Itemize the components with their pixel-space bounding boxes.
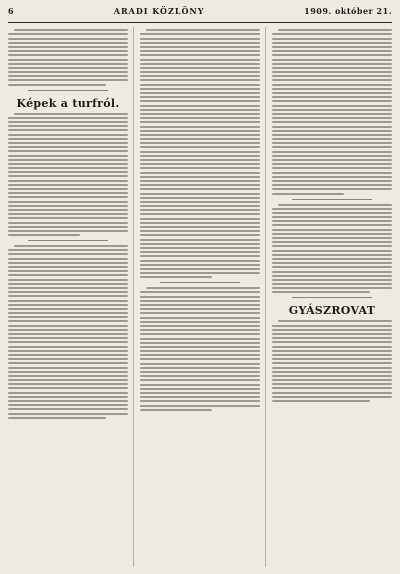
text-line: [272, 241, 392, 243]
text-line: [140, 264, 260, 266]
text-line: [272, 88, 392, 90]
text-line: [272, 59, 392, 61]
text-line: [140, 308, 260, 310]
text-line: [140, 317, 260, 319]
text-line: [140, 255, 260, 257]
text-line: [272, 38, 392, 40]
text-line: [8, 350, 128, 352]
text-line: [272, 109, 392, 111]
text-line: [272, 138, 392, 140]
page-number: 6: [8, 6, 15, 16]
text-line: [146, 287, 260, 289]
text-line: [272, 254, 392, 256]
turf-section-heading: Képek a turfról.: [16, 96, 120, 110]
text-line: [8, 320, 128, 322]
text-line: [8, 274, 128, 276]
text-line: [272, 258, 392, 260]
text-line: [140, 130, 260, 132]
text-line: [272, 291, 370, 293]
text-line: [8, 167, 128, 169]
text-line: [140, 375, 260, 377]
text-line: [272, 75, 392, 77]
text-line: [8, 354, 128, 356]
columns: [8, 27, 392, 567]
text-line: [8, 46, 128, 48]
text-line: [140, 79, 260, 81]
text-line: [272, 216, 392, 218]
text-line: [272, 275, 392, 277]
text-line: [272, 329, 392, 331]
text-line: [272, 350, 392, 352]
text-line: [8, 387, 128, 389]
text-line: [272, 63, 392, 65]
section-divider: [28, 90, 108, 91]
text-line: [272, 383, 392, 385]
text-line: [272, 266, 392, 268]
text-line: [140, 304, 260, 306]
text-line: [8, 392, 128, 394]
text-line: [272, 71, 392, 73]
text-line: [8, 283, 128, 285]
text-line: [140, 300, 260, 302]
text-line: [140, 138, 260, 140]
text-line: [8, 79, 128, 81]
text-line: [278, 320, 392, 322]
text-line: [8, 316, 128, 318]
text-line: [272, 159, 392, 161]
section-divider: [292, 199, 372, 200]
text-line: [272, 188, 392, 190]
text-line: [140, 201, 260, 203]
text-line: [8, 75, 128, 77]
text-line: [8, 150, 128, 152]
text-line: [272, 337, 392, 339]
text-line: [8, 146, 128, 148]
text-line: [140, 392, 260, 394]
text-line: [140, 247, 260, 249]
text-line: [272, 245, 392, 247]
text-line: [140, 226, 260, 228]
text-line: [140, 167, 260, 169]
text-line: [140, 121, 260, 123]
text-line: [140, 329, 260, 331]
text-line: [272, 250, 392, 252]
text-line: [140, 296, 260, 298]
text-line: [140, 193, 260, 195]
text-line: [8, 253, 128, 255]
text-line: [8, 134, 128, 136]
text-line: [8, 155, 128, 157]
text-line: [272, 100, 392, 102]
text-line: [8, 333, 128, 335]
text-line: [8, 300, 128, 302]
text-line: [272, 262, 392, 264]
text-line: [272, 358, 392, 360]
text-line: [8, 38, 128, 40]
column-2: [140, 27, 266, 567]
text-line: [8, 383, 128, 385]
text-line: [272, 392, 392, 394]
text-line: [8, 196, 128, 198]
text-line: [8, 295, 128, 297]
text-line: [272, 105, 392, 107]
text-line: [272, 84, 392, 86]
text-line: [8, 201, 128, 203]
text-line: [8, 408, 128, 410]
text-line: [140, 42, 260, 44]
text-line: [140, 63, 260, 65]
text-line: [8, 163, 128, 165]
text-line: [140, 209, 260, 211]
text-line: [272, 362, 392, 364]
text-line: [272, 212, 392, 214]
text-line: [8, 209, 128, 211]
text-line: [8, 346, 128, 348]
obituary-heading: GYÁSZROVAT: [288, 304, 376, 318]
text-line: [14, 29, 128, 31]
text-line: [8, 192, 128, 194]
text-line: [8, 375, 128, 377]
text-line: [8, 400, 128, 402]
text-line: [272, 130, 392, 132]
text-line: [8, 63, 128, 65]
text-line: [8, 266, 128, 268]
paper-title: ARADI KÖZLÖNY: [113, 6, 205, 16]
text-line: [140, 46, 260, 48]
text-line: [140, 312, 260, 314]
text-line: [8, 371, 128, 373]
text-line: [8, 54, 128, 56]
text-line: [140, 400, 260, 402]
text-line: [140, 342, 260, 344]
masthead-rule: [8, 22, 392, 23]
text-line: [272, 42, 392, 44]
issue-date: 1909. október 21.: [304, 6, 392, 16]
text-line: [140, 54, 260, 56]
text-line: [8, 329, 128, 331]
text-line: [140, 371, 260, 373]
text-line: [272, 155, 392, 157]
text-line: [272, 271, 392, 273]
text-line: [8, 71, 128, 73]
text-line: [272, 371, 392, 373]
text-line: [8, 262, 128, 264]
text-line: [272, 50, 392, 52]
text-line: [8, 142, 128, 144]
text-line: [140, 333, 260, 335]
text-line: [140, 243, 260, 245]
text-line: [140, 363, 260, 365]
text-line: [8, 42, 128, 44]
text-line: [140, 350, 260, 352]
text-line: [140, 234, 260, 236]
text-line: [272, 54, 392, 56]
text-line: [272, 229, 392, 231]
text-line: [272, 224, 392, 226]
text-line: [272, 379, 392, 381]
text-line: [8, 413, 128, 415]
text-line: [272, 341, 392, 343]
section-divider: [292, 297, 372, 298]
text-line: [8, 159, 128, 161]
text-line: [8, 417, 106, 419]
text-line: [140, 325, 260, 327]
text-line: [272, 46, 392, 48]
text-line: [8, 230, 128, 232]
text-line: [140, 379, 260, 381]
text-line: [8, 358, 128, 360]
text-line: [140, 409, 212, 411]
text-line: [272, 325, 392, 327]
text-line: [8, 367, 128, 369]
text-line: [140, 59, 260, 61]
text-line: [272, 184, 392, 186]
text-line: [272, 333, 392, 335]
text-line: [140, 268, 260, 270]
text-line: [140, 38, 260, 40]
text-line: [8, 84, 106, 86]
text-line: [140, 75, 260, 77]
text-line: [8, 184, 128, 186]
text-line: [140, 50, 260, 52]
text-line: [140, 126, 260, 128]
text-line: [272, 126, 392, 128]
text-line: [272, 163, 392, 165]
text-line: [140, 384, 260, 386]
text-line: [272, 113, 392, 115]
text-line: [14, 245, 128, 247]
text-line: [272, 283, 392, 285]
text-line: [140, 213, 260, 215]
text-line: [140, 346, 260, 348]
text-line: [140, 276, 212, 278]
text-line: [272, 367, 392, 369]
text-line: [272, 146, 392, 148]
text-line: [272, 354, 392, 356]
text-line: [272, 400, 370, 402]
text-line: [8, 188, 128, 190]
text-line: [140, 251, 260, 253]
text-line: [140, 159, 260, 161]
text-line: [140, 230, 260, 232]
text-line: [272, 279, 392, 281]
text-line: [8, 217, 128, 219]
text-line: [8, 138, 128, 140]
text-line: [140, 239, 260, 241]
text-line: [140, 388, 260, 390]
text-line: [8, 117, 128, 119]
text-line: [140, 358, 260, 360]
text-line: [8, 312, 128, 314]
text-line: [140, 109, 260, 111]
text-line: [8, 287, 128, 289]
text-line: [140, 197, 260, 199]
text-line: [8, 222, 128, 224]
text-line: [8, 125, 128, 127]
text-line: [272, 92, 392, 94]
text-line: [8, 180, 128, 182]
section-divider: [160, 282, 240, 283]
text-line: [278, 204, 392, 206]
text-line: [278, 29, 392, 31]
text-line: [140, 155, 260, 157]
text-line: [140, 367, 260, 369]
text-line: [272, 237, 392, 239]
text-line: [140, 188, 260, 190]
text-line: [272, 220, 392, 222]
text-line: [272, 121, 392, 123]
section-divider: [28, 240, 108, 241]
text-line: [140, 321, 260, 323]
text-line: [140, 354, 260, 356]
text-line: [140, 84, 260, 86]
text-line: [8, 33, 128, 35]
text-line: [8, 258, 128, 260]
text-line: [8, 59, 128, 61]
text-line: [272, 396, 392, 398]
text-line: [140, 71, 260, 73]
text-line: [8, 226, 128, 228]
text-line: [8, 171, 128, 173]
text-line: [272, 180, 392, 182]
text-line: [140, 151, 260, 153]
text-line: [8, 67, 128, 69]
text-line: [272, 33, 392, 35]
text-line: [272, 167, 392, 169]
text-line: [140, 117, 260, 119]
text-line: [272, 287, 392, 289]
text-line: [8, 279, 128, 281]
column-3: [272, 27, 392, 567]
text-line: [140, 134, 260, 136]
text-line: [8, 129, 128, 131]
text-line: [8, 404, 128, 406]
text-line: [140, 176, 260, 178]
text-line: [140, 100, 260, 102]
text-line: [8, 234, 80, 236]
text-line: [140, 396, 260, 398]
text-line: [272, 67, 392, 69]
text-line: [140, 92, 260, 94]
text-line: [272, 346, 392, 348]
text-line: [8, 341, 128, 343]
text-line: [8, 175, 128, 177]
text-line: [8, 270, 128, 272]
text-line: [140, 67, 260, 69]
text-line: [272, 96, 392, 98]
text-line: [8, 291, 128, 293]
text-line: [140, 260, 260, 262]
text-line: [8, 308, 128, 310]
text-line: [8, 213, 128, 215]
text-line: [272, 79, 392, 81]
text-line: [140, 222, 260, 224]
text-line: [140, 272, 260, 274]
text-line: [272, 375, 392, 377]
text-line: [8, 325, 128, 327]
masthead: [8, 6, 392, 20]
text-line: [8, 205, 128, 207]
text-line: [140, 405, 260, 407]
text-line: [140, 96, 260, 98]
text-line: [140, 163, 260, 165]
text-line: [272, 233, 392, 235]
text-line: [272, 193, 344, 195]
column-1: [8, 27, 134, 567]
text-line: [140, 218, 260, 220]
text-line: [8, 337, 128, 339]
text-line: [8, 121, 128, 123]
text-line: [140, 105, 260, 107]
text-line: [14, 113, 128, 115]
text-line: [8, 249, 128, 251]
text-line: [140, 113, 260, 115]
text-line: [8, 50, 128, 52]
text-line: [272, 387, 392, 389]
text-line: [272, 142, 392, 144]
text-line: [272, 134, 392, 136]
text-line: [146, 29, 260, 31]
text-line: [272, 208, 392, 210]
text-line: [140, 205, 260, 207]
text-line: [272, 151, 392, 153]
text-line: [8, 362, 128, 364]
text-line: [8, 379, 128, 381]
text-line: [140, 291, 260, 293]
text-line: [140, 146, 260, 148]
text-line: [272, 172, 392, 174]
text-line: [8, 304, 128, 306]
text-line: [140, 180, 260, 182]
text-line: [272, 176, 392, 178]
text-line: [140, 142, 260, 144]
text-line: [140, 33, 260, 35]
text-line: [140, 88, 260, 90]
text-line: [272, 117, 392, 119]
text-line: [140, 338, 260, 340]
text-line: [8, 396, 128, 398]
text-line: [140, 172, 260, 174]
text-line: [140, 184, 260, 186]
